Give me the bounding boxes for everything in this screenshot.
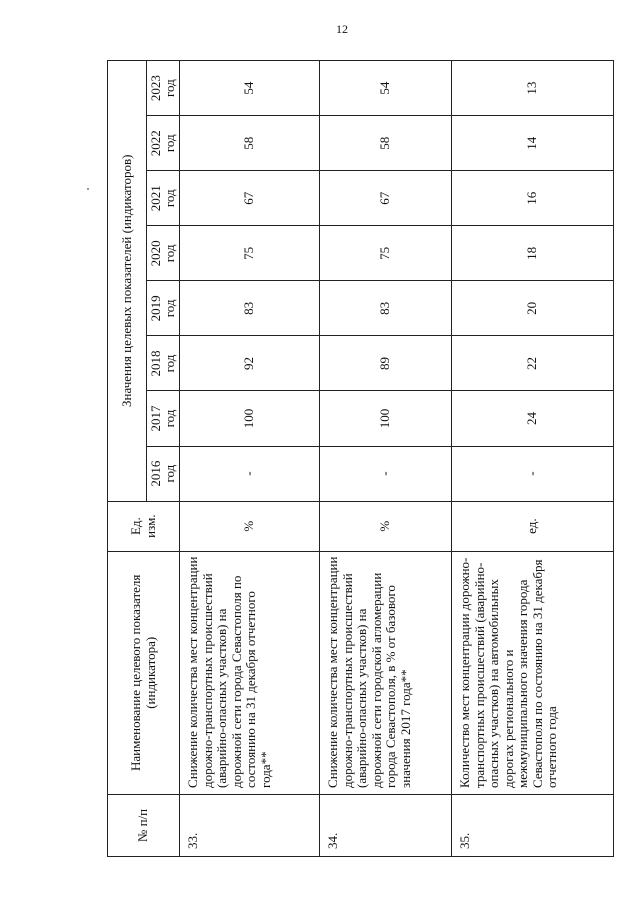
table-row: [180, 61, 320, 857]
table-row: [452, 61, 614, 857]
value-cell: 83: [320, 281, 452, 336]
value-cell: 24: [452, 391, 614, 446]
value-cell: 58: [180, 116, 320, 171]
value-cell: 75: [320, 226, 452, 281]
header-num: № п/п: [108, 794, 180, 856]
header-year: 2018 год: [147, 336, 180, 391]
header-year: 2020 год: [147, 226, 180, 281]
row-number: 34.: [320, 794, 452, 856]
header-year: 2021 год: [147, 171, 180, 226]
value-cell: 100: [180, 391, 320, 446]
value-cell: 67: [180, 171, 320, 226]
value-cell: 22: [452, 336, 614, 391]
unit-cell: %: [320, 501, 452, 551]
value-cell: 14: [452, 116, 614, 171]
unit-cell: ед.: [452, 501, 614, 551]
table-row: [320, 61, 452, 857]
value-cell: 54: [180, 61, 320, 116]
header-year: 2017 год: [147, 391, 180, 446]
value-cell: 67: [320, 171, 452, 226]
value-cell: -: [180, 446, 320, 501]
unit-cell: %: [180, 501, 320, 551]
value-cell: -: [320, 446, 452, 501]
value-cell: 58: [320, 116, 452, 171]
page-number: 12: [336, 22, 348, 36]
header-year: 2019 год: [147, 281, 180, 336]
value-cell: 13: [452, 61, 614, 116]
value-cell: 75: [180, 226, 320, 281]
value-cell: 54: [320, 61, 452, 116]
value-cell: 18: [452, 226, 614, 281]
value-cell: 92: [180, 336, 320, 391]
value-cell: 89: [320, 336, 452, 391]
header-name: Наименование целевого показателя (индикатора): [108, 551, 180, 794]
rotated-table-container: [107, 60, 605, 857]
speck-mark: [87, 188, 89, 190]
header-year: 2023 год: [147, 61, 180, 116]
indicator-name: Снижение количества мест концентрации дорожно-транспортных происшествий (аварийно-опасных участков) на дорожной сети городской агломерации города Севастополя, в % от базового значения 2017 года**: [320, 551, 452, 794]
value-cell: 83: [180, 281, 320, 336]
indicator-name: Количество мест концентрации дорожно-транспортных происшествий (аварийно-опасных участков) на автомобильных дорогах регионального и межмуниципального значения города Севастополя по состоянию на 31 декабря отчетного года: [452, 551, 614, 794]
value-cell: -: [452, 446, 614, 501]
indicator-table: [107, 60, 614, 857]
header-row-top: [108, 61, 147, 857]
value-cell: 100: [320, 391, 452, 446]
header-values-group: Значения целевых показателей (индикаторов): [108, 61, 147, 502]
value-cell: 20: [452, 281, 614, 336]
value-cell: 16: [452, 171, 614, 226]
indicator-name: Снижение количества мест концентрации дорожно-транспортных происшествий (аварийно-опасных участков) на дорожной сети города Севастополя по состоянию на 31 декабря отчетного года**: [180, 551, 320, 794]
header-unit: Ед. изм.: [108, 501, 180, 551]
header-year: 2016 год: [147, 446, 180, 501]
header-year: 2022 год: [147, 116, 180, 171]
row-number: 35.: [452, 794, 614, 856]
row-number: 33.: [180, 794, 320, 856]
